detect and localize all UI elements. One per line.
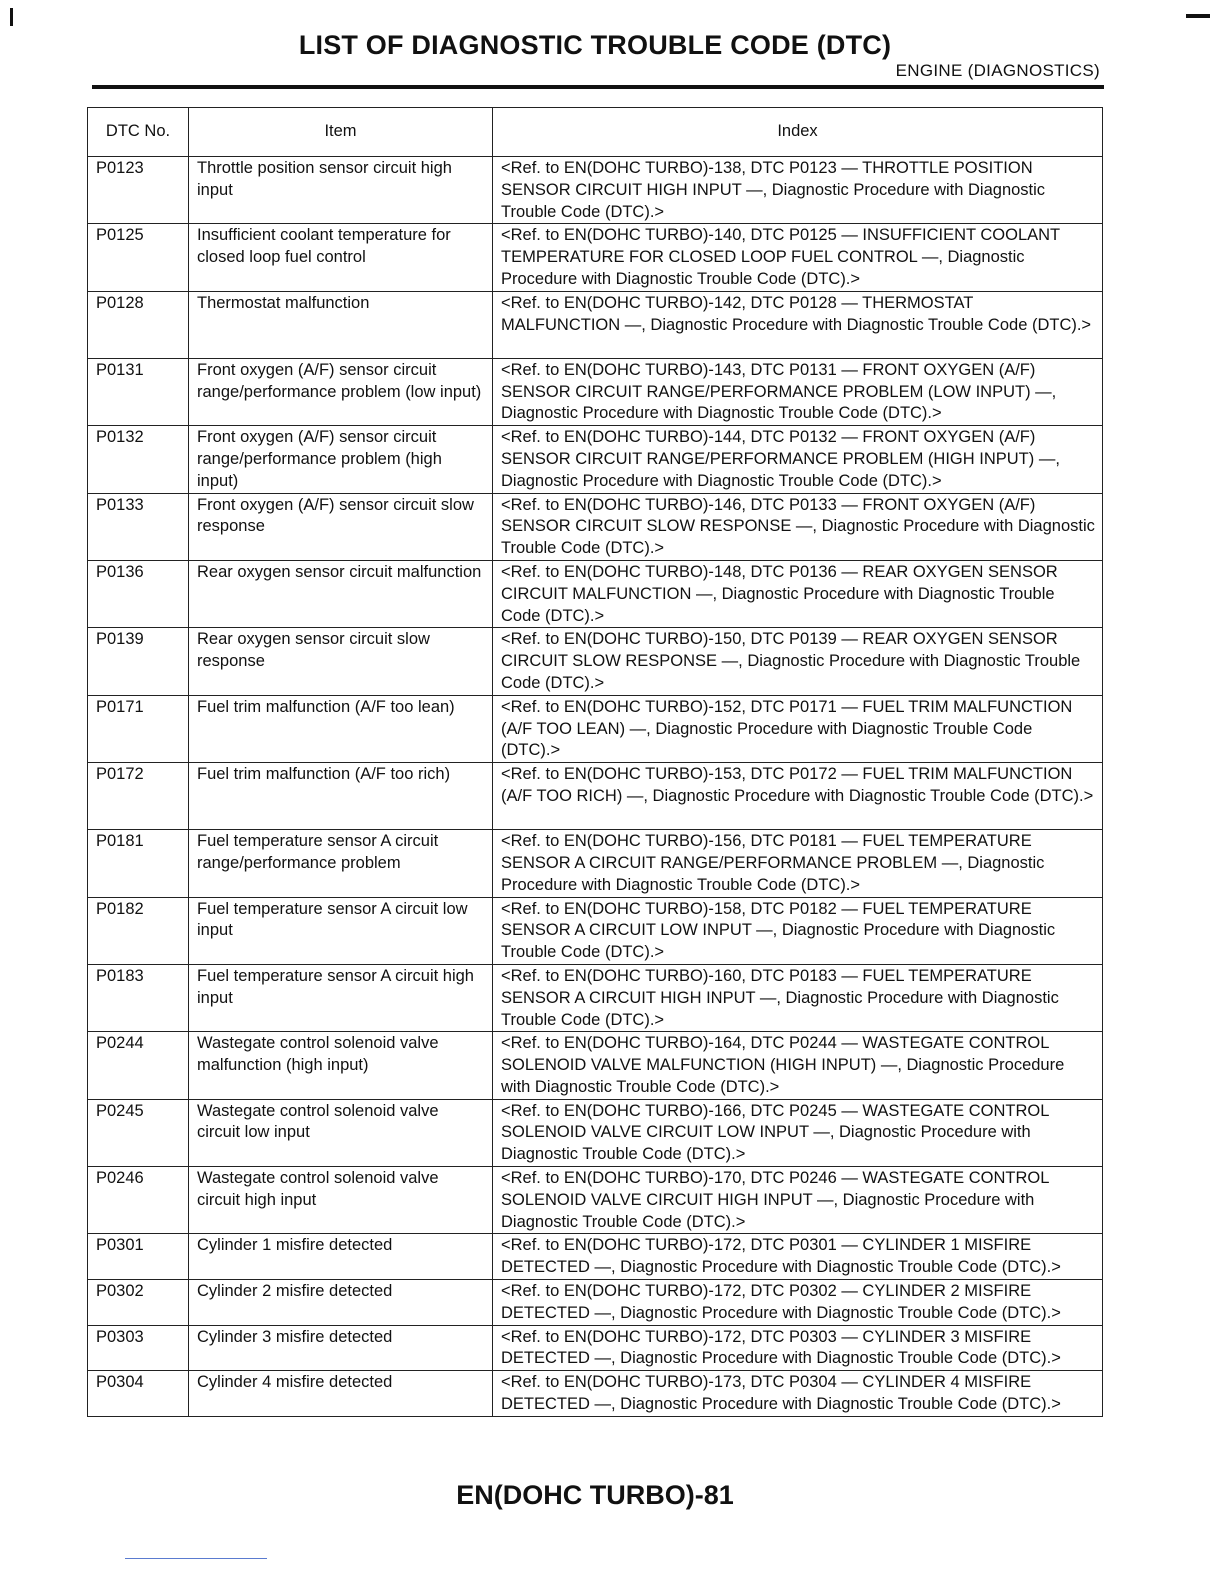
table-row xyxy=(88,964,1103,1031)
item-cell: Fuel temperature sensor A circuit low input xyxy=(189,897,493,964)
dtc-code-cell: P0132 xyxy=(88,426,189,493)
table-row xyxy=(88,426,1103,493)
dtc-code-cell: P0171 xyxy=(88,695,189,762)
item-cell: Fuel trim malfunction (A/F too lean) xyxy=(189,695,493,762)
index-cell: <Ref. to EN(DOHC TURBO)-150, DTC P0139 — REAR OXYGEN SENSOR CIRCUIT SLOW RESPONSE —, Diagnostic Procedure with Diagnostic Trouble Code (DTC).> xyxy=(493,628,1103,695)
index-cell: <Ref. to EN(DOHC TURBO)-166, DTC P0245 — WASTEGATE CONTROL SOLENOID VALVE CIRCUIT LOW INPUT —, Diagnostic Procedure with Diagnostic Trouble Code (DTC).> xyxy=(493,1099,1103,1166)
dtc-code-cell: P0244 xyxy=(88,1032,189,1099)
scan-mark-corner xyxy=(1186,14,1210,18)
table-row xyxy=(88,224,1103,291)
table-row xyxy=(88,1371,1103,1417)
dtc-code-cell: P0304 xyxy=(88,1371,189,1417)
table-body xyxy=(88,157,1103,1417)
index-cell: <Ref. to EN(DOHC TURBO)-172, DTC P0303 — CYLINDER 3 MISFIRE DETECTED —, Diagnostic Procedure with Diagnostic Trouble Code (DTC).> xyxy=(493,1325,1103,1371)
item-cell: Rear oxygen sensor circuit slow response xyxy=(189,628,493,695)
table-row xyxy=(88,560,1103,627)
index-cell: <Ref. to EN(DOHC TURBO)-146, DTC P0133 — FRONT OXYGEN (A/F) SENSOR CIRCUIT SLOW RESPONSE —, Diagnostic Procedure with Diagnostic Trouble Code (DTC).> xyxy=(493,493,1103,560)
table-row xyxy=(88,291,1103,358)
table-row xyxy=(88,763,1103,830)
item-cell: Fuel temperature sensor A circuit high input xyxy=(189,964,493,1031)
dtc-code-cell: P0303 xyxy=(88,1325,189,1371)
dtc-code-cell: P0136 xyxy=(88,560,189,627)
dtc-code-cell: P0182 xyxy=(88,897,189,964)
table-row xyxy=(88,830,1103,897)
index-cell: <Ref. to EN(DOHC TURBO)-153, DTC P0172 — FUEL TRIM MALFUNCTION (A/F TOO RICH) —, Diagnostic Procedure with Diagnostic Trouble Code (DTC).> xyxy=(493,763,1103,830)
index-cell: <Ref. to EN(DOHC TURBO)-142, DTC P0128 — THERMOSTAT MALFUNCTION —, Diagnostic Procedure with Diagnostic Trouble Code (DTC).> xyxy=(493,291,1103,358)
dtc-code-cell: P0133 xyxy=(88,493,189,560)
table-row xyxy=(88,628,1103,695)
table-row xyxy=(88,1325,1103,1371)
item-cell: Insufficient coolant temperature for closed loop fuel control xyxy=(189,224,493,291)
index-cell: <Ref. to EN(DOHC TURBO)-170, DTC P0246 — WASTEGATE CONTROL SOLENOID VALVE CIRCUIT HIGH INPUT —, Diagnostic Procedure with Diagnostic Trouble Code (DTC).> xyxy=(493,1167,1103,1234)
table-row xyxy=(88,1032,1103,1099)
column-header-index: Index xyxy=(493,108,1103,157)
table-row xyxy=(88,897,1103,964)
table-row xyxy=(88,1099,1103,1166)
dtc-code-cell: P0125 xyxy=(88,224,189,291)
scan-mark-left xyxy=(10,8,13,26)
table-row xyxy=(88,695,1103,762)
header-rule xyxy=(92,85,1104,89)
index-cell: <Ref. to EN(DOHC TURBO)-138, DTC P0123 — THROTTLE POSITION SENSOR CIRCUIT HIGH INPUT —, Diagnostic Procedure with Diagnostic Trouble Code (DTC).> xyxy=(493,157,1103,224)
table-row xyxy=(88,493,1103,560)
section-label: ENGINE (DIAGNOSTICS) xyxy=(895,61,1100,80)
item-cell: Cylinder 2 misfire detected xyxy=(189,1280,493,1326)
index-cell: <Ref. to EN(DOHC TURBO)-144, DTC P0132 — FRONT OXYGEN (A/F) SENSOR CIRCUIT RANGE/PERFORMANCE PROBLEM (HIGH INPUT) —, Diagnostic Procedure with Diagnostic Trouble Code (DTC).> xyxy=(493,426,1103,493)
index-cell: <Ref. to EN(DOHC TURBO)-172, DTC P0301 — CYLINDER 1 MISFIRE DETECTED —, Diagnostic Procedure with Diagnostic Trouble Code (DTC).> xyxy=(493,1234,1103,1280)
index-cell: <Ref. to EN(DOHC TURBO)-143, DTC P0131 — FRONT OXYGEN (A/F) SENSOR CIRCUIT RANGE/PERFORMANCE PROBLEM (LOW INPUT) —, Diagnostic Procedure with Diagnostic Trouble Code (DTC).> xyxy=(493,358,1103,425)
table-row xyxy=(88,1234,1103,1280)
dtc-code-cell: P0128 xyxy=(88,291,189,358)
dtc-code-cell: P0139 xyxy=(88,628,189,695)
dtc-code-cell: P0246 xyxy=(88,1167,189,1234)
index-cell: <Ref. to EN(DOHC TURBO)-172, DTC P0302 — CYLINDER 2 MISFIRE DETECTED —, Diagnostic Procedure with Diagnostic Trouble Code (DTC).> xyxy=(493,1280,1103,1326)
footer-line xyxy=(125,1558,267,1559)
item-cell: Front oxygen (A/F) sensor circuit range/performance problem (high input) xyxy=(189,426,493,493)
item-cell: Wastegate control solenoid valve circuit high input xyxy=(189,1167,493,1234)
table-row xyxy=(88,157,1103,224)
item-cell: Wastegate control solenoid valve malfunction (high input) xyxy=(189,1032,493,1099)
index-cell: <Ref. to EN(DOHC TURBO)-152, DTC P0171 — FUEL TRIM MALFUNCTION (A/F TOO LEAN) —, Diagnostic Procedure with Diagnostic Trouble Code (DTC).> xyxy=(493,695,1103,762)
column-header-dtc: DTC No. xyxy=(88,108,189,157)
item-cell: Throttle position sensor circuit high input xyxy=(189,157,493,224)
dtc-code-cell: P0302 xyxy=(88,1280,189,1326)
table-header-row xyxy=(88,108,1103,157)
column-header-item: Item xyxy=(189,108,493,157)
item-cell: Wastegate control solenoid valve circuit low input xyxy=(189,1099,493,1166)
dtc-code-cell: P0123 xyxy=(88,157,189,224)
table-row xyxy=(88,358,1103,425)
item-cell: Cylinder 4 misfire detected xyxy=(189,1371,493,1417)
index-cell: <Ref. to EN(DOHC TURBO)-140, DTC P0125 — INSUFFICIENT COOLANT TEMPERATURE FOR CLOSED LOOP FUEL CONTROL —, Diagnostic Procedure with Diagnostic Trouble Code (DTC).> xyxy=(493,224,1103,291)
item-cell: Front oxygen (A/F) sensor circuit slow response xyxy=(189,493,493,560)
item-cell: Fuel trim malfunction (A/F too rich) xyxy=(189,763,493,830)
page-title: LIST OF DIAGNOSTIC TROUBLE CODE (DTC) xyxy=(298,30,892,60)
item-cell: Front oxygen (A/F) sensor circuit range/performance problem (low input) xyxy=(189,358,493,425)
dtc-code-cell: P0181 xyxy=(88,830,189,897)
dtc-code-cell: P0245 xyxy=(88,1099,189,1166)
dtc-code-cell: P0183 xyxy=(88,964,189,1031)
item-cell: Thermostat malfunction xyxy=(189,291,493,358)
item-cell: Rear oxygen sensor circuit malfunction xyxy=(189,560,493,627)
index-cell: <Ref. to EN(DOHC TURBO)-173, DTC P0304 — CYLINDER 4 MISFIRE DETECTED —, Diagnostic Procedure with Diagnostic Trouble Code (DTC).> xyxy=(493,1371,1103,1417)
dtc-table xyxy=(87,107,1103,1417)
index-cell: <Ref. to EN(DOHC TURBO)-158, DTC P0182 — FUEL TEMPERATURE SENSOR A CIRCUIT LOW INPUT —, Diagnostic Procedure with Diagnostic Trouble Code (DTC).> xyxy=(493,897,1103,964)
item-cell: Fuel temperature sensor A circuit range/performance problem xyxy=(189,830,493,897)
index-cell: <Ref. to EN(DOHC TURBO)-148, DTC P0136 — REAR OXYGEN SENSOR CIRCUIT MALFUNCTION —, Diagnostic Procedure with Diagnostic Trouble Code (DTC).> xyxy=(493,560,1103,627)
index-cell: <Ref. to EN(DOHC TURBO)-164, DTC P0244 — WASTEGATE CONTROL SOLENOID VALVE MALFUNCTION (HIGH INPUT) —, Diagnostic Procedure with Diagnostic Trouble Code (DTC).> xyxy=(493,1032,1103,1099)
index-cell: <Ref. to EN(DOHC TURBO)-160, DTC P0183 — FUEL TEMPERATURE SENSOR A CIRCUIT HIGH INPUT —, Diagnostic Procedure with Diagnostic Trouble Code (DTC).> xyxy=(493,964,1103,1031)
table-row xyxy=(88,1280,1103,1326)
dtc-code-cell: P0172 xyxy=(88,763,189,830)
page-number: EN(DOHC TURBO)-81 xyxy=(456,1480,734,1510)
dtc-code-cell: P0131 xyxy=(88,358,189,425)
item-cell: Cylinder 1 misfire detected xyxy=(189,1234,493,1280)
index-cell: <Ref. to EN(DOHC TURBO)-156, DTC P0181 — FUEL TEMPERATURE SENSOR A CIRCUIT RANGE/PERFORMANCE PROBLEM —, Diagnostic Procedure with Diagnostic Trouble Code (DTC).> xyxy=(493,830,1103,897)
table-row xyxy=(88,1167,1103,1234)
dtc-code-cell: P0301 xyxy=(88,1234,189,1280)
item-cell: Cylinder 3 misfire detected xyxy=(189,1325,493,1371)
